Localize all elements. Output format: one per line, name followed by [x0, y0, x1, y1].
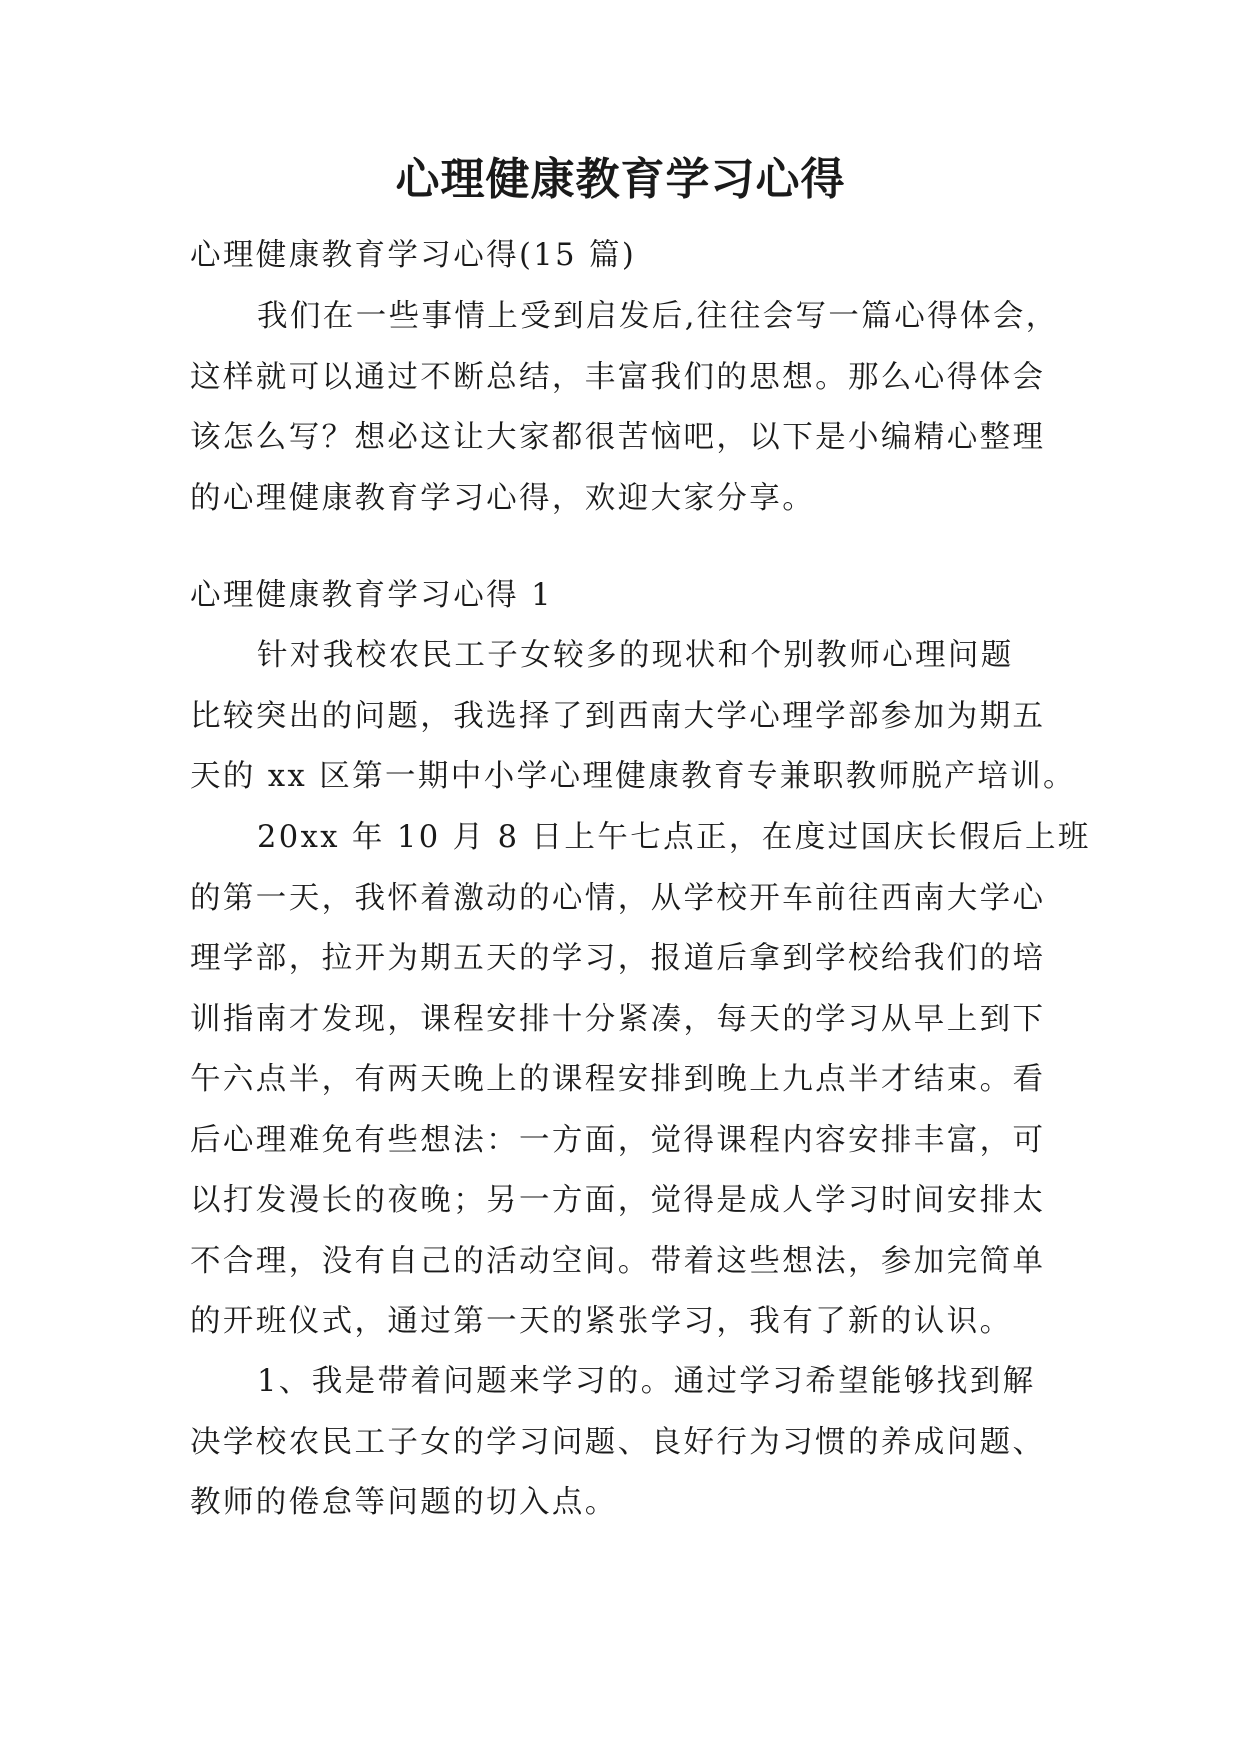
intro-line: 我们在一些事情上受到启发后,往往会写一篇心得体会，	[257, 299, 1059, 334]
intro-line: 这样就可以通过不断总结，丰富我们的思想。那么心得体会	[190, 359, 1046, 395]
paragraph-3	[190, 1352, 1060, 1534]
intro-line: 的心理健康教育学习心得，欢迎大家分享。	[190, 480, 816, 516]
paragraph-line: 针对我校农民工子女较多的现状和个别教师心理问题	[257, 638, 1014, 673]
paragraph-2	[190, 808, 1091, 1353]
paragraph-line: 决学校农民工子女的学习问题、良好行为习惯的养成问题、	[190, 1424, 1046, 1460]
paragraph-line: 午六点半，有两天晚上的课程安排到晚上九点半才结束。看	[190, 1062, 1046, 1097]
section-heading	[190, 566, 1060, 627]
paragraph-line: 理学部，拉开为期五天的学习，报道后拿到学校给我们的培	[190, 941, 1046, 976]
paragraph-line: 1、我是带着问题来学习的。通过学习希望能够找到解	[257, 1364, 1036, 1399]
paragraph-line: 以打发漫长的夜晚；另一方面，觉得是成人学习时间安排太	[190, 1183, 1046, 1218]
document-subtitle	[190, 226, 1060, 287]
paragraph-line: 教师的倦怠等问题的切入点。	[190, 1485, 618, 1520]
paragraph-line: 比较突出的问题，我选择了到西南大学心理学部参加为期五	[190, 698, 1046, 734]
page-title: 心理健康教育学习心得	[395, 154, 846, 205]
paragraph-line: 的第一天，我怀着激动的心情，从学校开车前往西南大学心	[190, 880, 1046, 916]
section-heading-line: 心理健康教育学习心得 1	[190, 578, 553, 613]
paragraph-line: 不合理，没有自己的活动空间。带着这些想法，参加完简单	[190, 1243, 1046, 1279]
paragraph-line: 天的 xx 区第一期中小学心理健康教育专兼职教师脱产培训。	[190, 759, 1076, 794]
paragraph-line: 训指南才发现，课程安排十分紧凑，每天的学习从早上到下	[190, 1001, 1046, 1037]
paragraph-1	[190, 626, 1076, 808]
paragraph-line: 的开班仪式，通过第一天的紧张学习，我有了新的认识。	[190, 1304, 1013, 1339]
paragraph-line: 20xx 年 10 月 8 日上午七点正，在度过国庆长假后上班	[257, 820, 1091, 855]
intro-line: 该怎么写？想必这让大家都很苦恼吧，以下是小编精心整理	[190, 420, 1046, 455]
intro-paragraph	[190, 287, 1060, 529]
subtitle-line: 心理健康教育学习心得(15 篇)	[190, 238, 637, 273]
paragraph-line: 后心理难免有些想法：一方面，觉得课程内容安排丰富，可	[190, 1122, 1046, 1158]
